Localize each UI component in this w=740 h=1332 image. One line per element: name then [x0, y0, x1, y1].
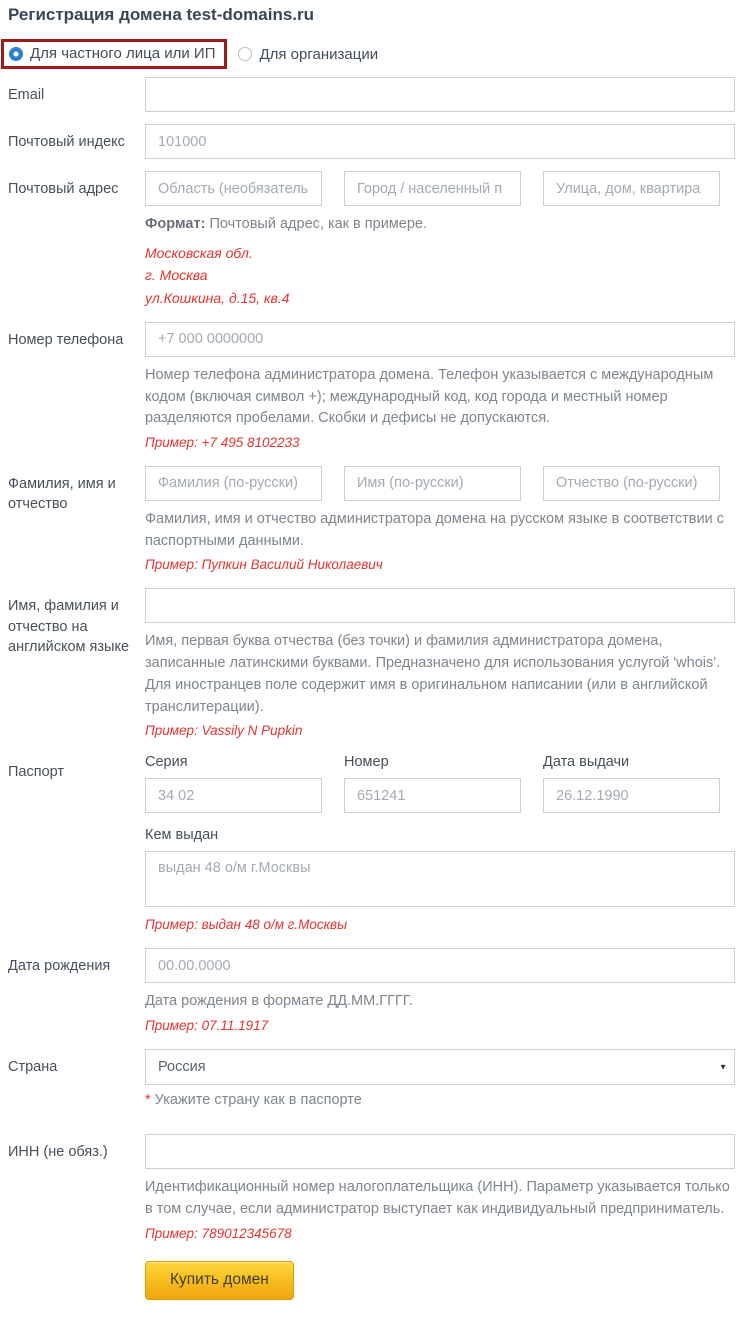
phone-input[interactable]: [145, 322, 735, 357]
fio-ru-row: [8, 466, 735, 576]
firstname-input[interactable]: [344, 466, 521, 501]
phone-row: [8, 322, 735, 454]
passport-label: Паспорт: [8, 764, 65, 781]
phone-example: Пример: +7 495 8102233: [145, 435, 300, 451]
example-line: Московская обл.: [145, 244, 253, 261]
birth-date-input[interactable]: [145, 948, 735, 983]
surname-input[interactable]: [145, 466, 322, 501]
city-input[interactable]: [344, 171, 521, 206]
birth-date-example: Пример: 07.11.1917: [145, 1017, 269, 1033]
radio-private-person[interactable]: [1, 39, 227, 69]
country-note-text: Укажите страну как в паспорте: [154, 1091, 362, 1108]
country-note: [145, 1092, 735, 1108]
inn-input[interactable]: [145, 1134, 735, 1169]
required-asterisk: *: [145, 1091, 155, 1108]
buy-domain-button[interactable]: Купить домен: [145, 1261, 294, 1300]
format-text: Почтовый адрес, как в примере.: [205, 216, 427, 232]
account-type-radio-group: [8, 39, 735, 69]
fio-en-example: Пример: Vassily N Pupkin: [145, 723, 303, 739]
passport-series-input[interactable]: [145, 778, 322, 813]
fio-ru-example: Пример: Пупкин Василий Николаевич: [145, 557, 383, 573]
phone-help: Номер телефона администратора домена. Телефон указывается с международным кодом (включая символ +); международный код, код города и местный номер разделяются пробелами. Скобки и дефисы не допускаются.: [145, 366, 714, 427]
passport-series-label: Серия: [145, 754, 188, 771]
example-line: ул.Кошкина, д.15, кв.4: [145, 290, 290, 307]
page-title: Регистрация домена test-domains.ru: [8, 5, 315, 24]
street-input[interactable]: [543, 171, 720, 206]
inn-row: [8, 1134, 735, 1244]
example-line: г. Москва: [145, 267, 208, 284]
postal-address-row: [8, 171, 735, 310]
inn-label: ИНН (не обяз.): [8, 1144, 108, 1161]
radio-organization-label: Для организации: [259, 45, 379, 63]
postal-index-input[interactable]: [145, 124, 735, 159]
postal-address-label: Почтовый адрес: [8, 181, 119, 197]
radio-private-person-label: Для частного лица или ИП: [30, 45, 216, 62]
format-prefix: Формат:: [145, 216, 206, 232]
radio-organization[interactable]: [238, 46, 378, 63]
fio-ru-help: Фамилия, имя и отчество администратора домена на русском языке в соответствии с паспортными данными.: [145, 510, 724, 549]
birth-date-help: Дата рождения в формате ДД.ММ.ГГГГ.: [145, 993, 413, 1010]
birth-date-row: [8, 948, 735, 1037]
country-row: [8, 1049, 735, 1123]
postal-address-example: [145, 242, 735, 310]
inn-help: Идентификационный номер налогоплательщика (ИНН). Параметр указывается только в том случае, если администратор выступает как индивидуальный предприниматель.: [145, 1179, 730, 1218]
passport-issue-date-label: Дата выдачи: [543, 754, 630, 771]
radio-unchecked-icon: [238, 47, 252, 61]
country-select[interactable]: [145, 1049, 735, 1085]
email-row: [8, 77, 735, 112]
birth-date-label: Дата рождения: [8, 958, 111, 975]
region-input[interactable]: [145, 171, 322, 206]
passport-row: [8, 754, 735, 936]
email-input[interactable]: [145, 77, 735, 112]
fio-en-label: Имя, фамилия и отчество на английском языке: [8, 598, 130, 655]
country-label: Страна: [8, 1058, 58, 1075]
passport-number-label: Номер: [344, 754, 389, 771]
fio-en-input[interactable]: [145, 588, 735, 623]
postal-index-row: [8, 124, 735, 159]
passport-issue-date-input[interactable]: [543, 778, 720, 813]
email-label: Email: [8, 87, 45, 103]
passport-number-input[interactable]: [344, 778, 521, 813]
passport-example: Пример: выдан 48 о/м г.Москвы: [145, 917, 347, 933]
postal-index-label: Почтовый индекс: [8, 134, 125, 150]
fio-ru-label: Фамилия, имя и отчество: [8, 475, 116, 513]
patronymic-input[interactable]: [543, 466, 720, 501]
inn-example: Пример: 789012345678: [145, 1225, 292, 1241]
submit-row: [8, 1261, 735, 1300]
phone-label: Номер телефона: [8, 331, 124, 348]
passport-issued-by-textarea[interactable]: [145, 851, 735, 907]
passport-issued-by-label: Кем выдан: [145, 827, 219, 844]
fio-en-help: Имя, первая буква отчества (без точки) и фамилия администратора домена, записанные латинскими буквами. Предназначено для использования услугой 'whois'. Для иностранцев поле содержит имя в оригинальном написании (или в английской транслитерации).: [145, 633, 721, 715]
radio-checked-icon: [9, 47, 23, 61]
postal-address-help: [145, 214, 735, 236]
fio-en-row: [8, 588, 735, 742]
chevron-down-icon: ▼: [719, 1062, 727, 1072]
